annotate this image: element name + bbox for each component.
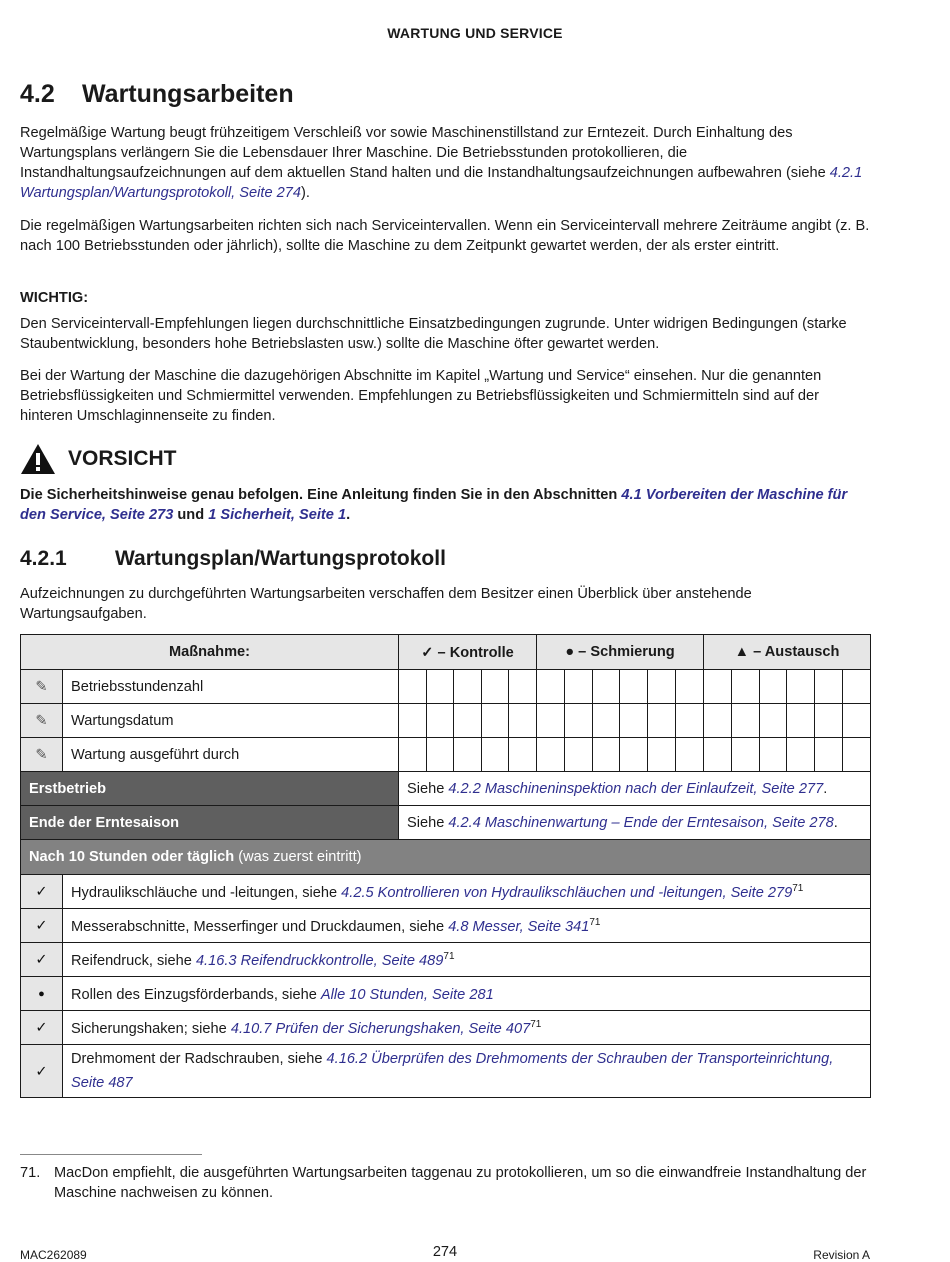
- record-grid-replace[interactable]: [704, 704, 871, 738]
- record-grid-replace[interactable]: [704, 670, 871, 704]
- record-grid-check[interactable]: [399, 670, 537, 704]
- season-end-ref: Siehe 4.2.4 Maschinenwartung – Ende der Erntesaison, Seite 278.: [399, 806, 871, 840]
- record-label: Wartung ausgeführt durch: [63, 738, 399, 772]
- task-row: [21, 977, 871, 1011]
- xref-link-task[interactable]: Alle 10 Stunden, Seite 281: [320, 986, 494, 1003]
- record-label: Betriebsstundenzahl: [63, 670, 399, 704]
- caution-end: .: [346, 507, 351, 523]
- pencil-icon: ✎: [21, 704, 63, 738]
- task-text: Hydraulikschläuche und -leitungen, siehe 4.2.5 Kontrollieren von Hydraulikschläuchen und -leitungen, Seite $279^{71}$: [63, 875, 871, 909]
- record-grid-lube[interactable]: [537, 738, 704, 772]
- col-check: ✓ – Kontrolle: [399, 635, 537, 670]
- task-text: Reifendruck, siehe 4.16.3 Reifendruckkontrolle, Seite $489^{71}$: [63, 943, 871, 977]
- check-icon: ✓: [21, 875, 63, 909]
- record-grid-check[interactable]: [399, 704, 537, 738]
- xref-link-task[interactable]: 4.16.2 Überprüfen des Drehmoments der Schrauben der Transporteinrichtung, Seite 487: [71, 1051, 834, 1091]
- task-row: [21, 875, 871, 909]
- fluids-paragraph: [20, 366, 870, 426]
- subsection-title: Wartungsplan/Wartungsprotokoll: [115, 547, 446, 570]
- fluids-text: Bei der Wartung der Maschine die dazugehörigen Abschnitte im Kapitel „Wartung und Service“ einsehen. Nur die genannten Betriebsflüssigkeiten und Schmiermittel verwenden. Empfehlungen zu Betriebsflüssigkeiten und Schmiermitteln sind auf der hinteren Umschlaginnenseite zu finden.: [20, 368, 822, 424]
- records-paragraph: [20, 584, 870, 624]
- important-body: Den Serviceintervall-Empfehlungen liegen durchschnittliche Einsatzbedingungen zugrunde. Unter widrigen Bedingungen (starke Staubentwicklung, besonders hohe Betriebslasten usw.) sollte die Maschine öfter gewartet werden.: [20, 316, 847, 352]
- subsection-number: 4.2.1: [20, 547, 67, 570]
- revision-label: Revision A: [813, 1248, 870, 1262]
- page-number: 274: [432, 1244, 458, 1260]
- important-paragraph: [20, 314, 870, 354]
- running-header: WARTUNG UND SERVICE: [387, 25, 563, 41]
- maintenance-table: [20, 634, 871, 1098]
- task-text: Sicherungshaken; siehe 4.10.7 Prüfen der Sicherungshaken, Seite $407^{71}$: [63, 1011, 871, 1045]
- caution-text: Die Sicherheitshinweise genau befolgen. Eine Anleitung finden Sie in den Abschnitten: [20, 487, 622, 503]
- caution-and: und: [173, 507, 209, 523]
- record-grid-replace[interactable]: [704, 738, 871, 772]
- task-text: Rollen des Einzugsförderbands, siehe Alle 10 Stunden, Seite 281: [63, 977, 871, 1011]
- records-text: Aufzeichnungen zu durchgeführten Wartungsarbeiten verschaffen dem Besitzer einen Überblick über anstehende Wartungsaufgaben.: [20, 586, 752, 622]
- task-row: [21, 1011, 871, 1045]
- task-text: Drehmoment der Radschrauben, siehe 4.16.2 Überprüfen des Drehmoments der Schrauben der Transporteinrichtung, Seite 487: [63, 1045, 871, 1098]
- intro-text: Regelmäßige Wartung beugt frühzeitigem Verschleiß vor sowie Maschinenstillstand zur Erntezeit. Durch Einhaltung des Wartungsplans verlängern Sie die Lebensdauer Ihrer Maschine. Die Betriebsstunden protokollieren, die Instandhaltungsaufzeichnungen auf dem aktuellen Stand halten und die Instandhaltungsaufzeichnungen aufbewahren (siehe: [20, 125, 830, 181]
- record-grid-check[interactable]: [399, 738, 537, 772]
- xref-link-erntesaison[interactable]: 4.2.4 Maschinenwartung – Ende der Erntesaison, Seite 278: [448, 814, 834, 831]
- important-text: WICHTIG:: [20, 290, 89, 306]
- intro-end: ).: [300, 185, 310, 201]
- interval-paragraph: [20, 216, 870, 256]
- xref-link-wartungsplan[interactable]: 4.2.1 Wartungsplan/Wartungsprotokoll, Seite 274: [20, 165, 863, 201]
- xref-link-task[interactable]: 4.2.5 Kontrollieren von Hydraulikschläuchen und -leitungen, Seite 279: [341, 884, 793, 901]
- col-lube: ● – Schmierung: [537, 635, 704, 670]
- pencil-icon: ✎: [21, 738, 63, 772]
- interval-text: Die regelmäßigen Wartungsarbeiten richten sich nach Serviceintervallen. Wenn ein Serviceintervall mehrere Zeiträume angibt (z. B. nach 100 Betriebsstunden oder jährlich), sollte die Maschine zu dem Zeitpunkt gewartet werden, der als erster eintritt.: [20, 218, 870, 254]
- season-end-row: [21, 806, 871, 840]
- footnote-number: 71.: [20, 1165, 41, 1181]
- first-operation-label: Erstbetrieb: [21, 772, 399, 806]
- record-row: [21, 704, 871, 738]
- task-row: [21, 909, 871, 943]
- section-title: Wartungsarbeiten: [82, 80, 294, 108]
- record-row: [21, 738, 871, 772]
- footnote-text: MacDon empfiehlt, die ausgeführten Wartungsarbeiten taggenau zu protokollieren, um so die einwandfreie Instandhaltung der Maschine nachweisen zu können.: [54, 1165, 867, 1201]
- warning-triangle-icon: [20, 443, 56, 475]
- xref-link-einlaufzeit[interactable]: 4.2.2 Maschineninspektion nach der Einlaufzeit, Seite 277: [448, 780, 824, 797]
- footnote: [20, 1163, 870, 1203]
- interval-label: Nach 10 Stunden oder täglich (was zuerst eintritt): [21, 840, 871, 875]
- caution-header: [20, 443, 177, 475]
- col-action: Maßnahme:: [21, 635, 399, 670]
- caution-paragraph: [20, 485, 870, 525]
- intro-paragraph: [20, 123, 870, 203]
- document-number: MAC262089: [20, 1248, 87, 1262]
- check-icon: ✓: [21, 1011, 63, 1045]
- xref-link-task[interactable]: 4.8 Messer, Seite 341: [448, 918, 590, 935]
- xref-link-task[interactable]: 4.10.7 Prüfen der Sicherungshaken, Seite 407: [230, 1020, 531, 1037]
- task-row: [21, 1045, 871, 1098]
- col-replace: ▲ – Austausch: [704, 635, 871, 670]
- interval-row: [21, 840, 871, 875]
- footnote-divider: [20, 1154, 202, 1155]
- first-operation-ref: Siehe 4.2.2 Maschineninspektion nach der Einlaufzeit, Seite 277.: [399, 772, 871, 806]
- record-row: [21, 670, 871, 704]
- xref-link-vorbereiten[interactable]: 4.1 Vorbereiten der Maschine für den Service, Seite 273: [20, 487, 848, 523]
- xref-link-sicherheit[interactable]: 1 Sicherheit, Seite 1: [208, 507, 347, 523]
- pencil-icon: ✎: [21, 670, 63, 704]
- section-number: 4.2: [20, 80, 55, 108]
- important-label: [20, 288, 870, 308]
- xref-link-task[interactable]: 4.16.3 Reifendruckkontrolle, Seite 489: [195, 952, 444, 969]
- record-grid-lube[interactable]: [537, 704, 704, 738]
- check-icon: ✓: [21, 943, 63, 977]
- record-grid-lube[interactable]: [537, 670, 704, 704]
- caution-title: VORSICHT: [68, 447, 177, 470]
- first-operation-row: [21, 772, 871, 806]
- check-icon: ✓: [21, 1045, 63, 1098]
- task-text: Messerabschnitte, Messerfinger und Druckdaumen, siehe 4.8 Messer, Seite $341^{71}$: [63, 909, 871, 943]
- section-heading: [20, 80, 294, 109]
- record-label: Wartungsdatum: [63, 704, 399, 738]
- season-end-label: Ende der Erntesaison: [21, 806, 399, 840]
- table-header-row: [21, 635, 871, 670]
- check-icon: ✓: [21, 909, 63, 943]
- drop-icon: ●: [21, 977, 63, 1011]
- task-row: [21, 943, 871, 977]
- subsection-heading: [20, 547, 446, 571]
